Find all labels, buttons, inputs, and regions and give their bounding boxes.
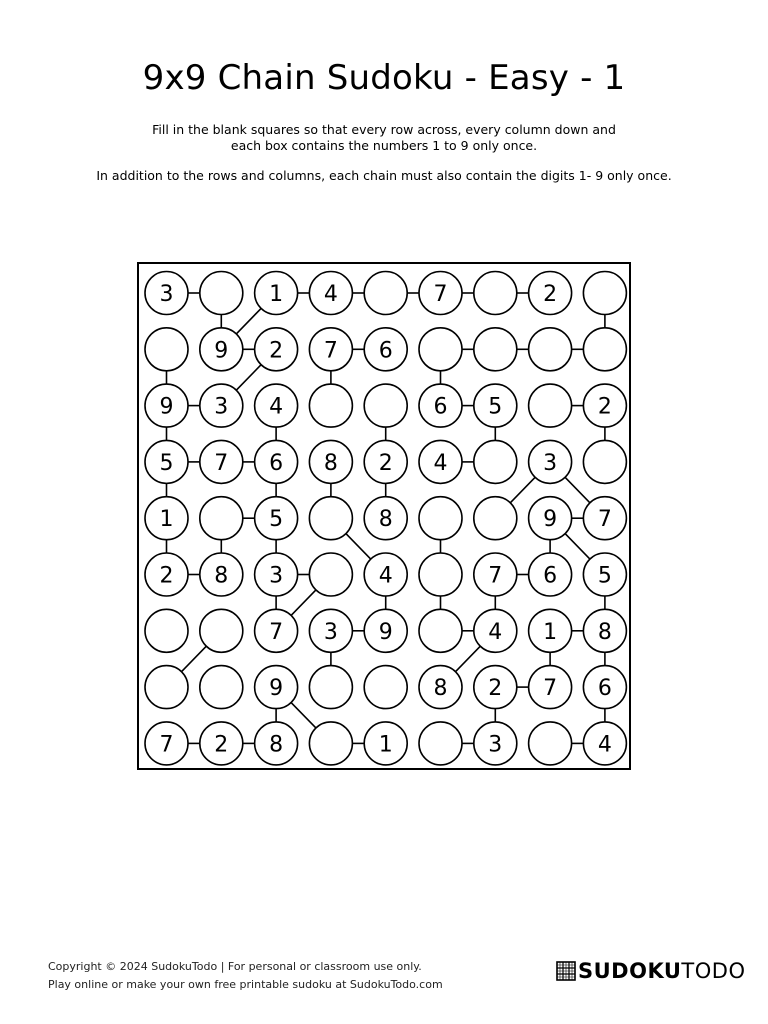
cell-digit: 7 — [159, 732, 174, 758]
cell-digit: 8 — [378, 507, 393, 533]
cell-digit: 1 — [269, 282, 284, 307]
cell-digit: 8 — [269, 732, 284, 758]
cell-circle — [309, 553, 352, 596]
chain-link — [346, 534, 371, 559]
cell-circle — [474, 497, 517, 540]
sudoku-cell — [200, 722, 243, 765]
cell-digit: 6 — [378, 338, 393, 364]
sudoku-cell — [583, 666, 626, 709]
cell-digit: 1 — [543, 619, 558, 645]
sudoku-cell[interactable] — [583, 272, 626, 315]
cell-digit: 7 — [323, 338, 338, 364]
sudoku-cell[interactable] — [419, 722, 462, 765]
sudoku-cell — [583, 609, 626, 652]
cell-digit: 2 — [214, 732, 229, 758]
sudoku-cell[interactable] — [419, 497, 462, 540]
sudoku-cell — [529, 609, 572, 652]
sudoku-cell[interactable] — [145, 666, 188, 709]
promo-text: Play online or make your own free printable sudoku at SudokuTodo.com — [48, 978, 443, 991]
brand-name-light: TODO — [681, 959, 746, 983]
cell-digit: 7 — [433, 282, 448, 307]
chain-link — [291, 590, 316, 615]
sudoku-cell — [364, 553, 407, 596]
cell-digit: 8 — [597, 619, 612, 645]
sudoku-cell[interactable] — [529, 328, 572, 371]
sudoku-cell — [309, 272, 352, 315]
sudoku-cell — [145, 384, 188, 427]
cell-digit: 7 — [597, 507, 612, 533]
sudoku-cell — [200, 440, 243, 483]
sudoku-cell — [529, 666, 572, 709]
cell-digit: 9 — [159, 394, 174, 420]
cell-digit: 2 — [488, 676, 503, 702]
cell-digit: 2 — [378, 450, 393, 476]
cell-circle — [474, 272, 517, 315]
cell-circle — [200, 272, 243, 315]
instructions-line-1: Fill in the blank squares so that every row across, every column down and — [152, 122, 616, 137]
cell-circle — [364, 384, 407, 427]
sudoku-cell — [309, 328, 352, 371]
sudoku-cell — [583, 497, 626, 540]
sudoku-cell — [364, 440, 407, 483]
sudoku-cell — [364, 497, 407, 540]
cell-digit: 4 — [488, 619, 503, 645]
cell-circle — [145, 666, 188, 709]
instructions-line-2: each box contains the numbers 1 to 9 only once. — [230, 138, 538, 153]
sudoku-cell — [309, 440, 352, 483]
sudoku-cell[interactable] — [364, 666, 407, 709]
cell-digit: 4 — [378, 563, 393, 589]
chain-sudoku-grid — [139, 264, 629, 768]
cell-digit: 1 — [159, 507, 174, 533]
cell-digit: 3 — [488, 732, 503, 758]
sudoku-cell[interactable] — [309, 722, 352, 765]
chain-link — [565, 534, 590, 559]
sudoku-cell[interactable] — [200, 666, 243, 709]
cell-digit: 9 — [378, 619, 393, 645]
cell-digit: 7 — [543, 676, 558, 702]
sudoku-cell — [255, 272, 298, 315]
chain-link — [291, 703, 316, 728]
chain-link — [181, 646, 206, 671]
sudoku-cell — [529, 272, 572, 315]
sudoku-cell[interactable] — [583, 328, 626, 371]
grid-logo-icon — [556, 961, 576, 981]
cell-circle — [364, 272, 407, 315]
cell-digit: 8 — [323, 450, 338, 476]
cell-circle — [474, 328, 517, 371]
cell-circle — [200, 609, 243, 652]
brand-name-bold: SUDOKU — [578, 959, 682, 983]
sudoku-cell — [200, 553, 243, 596]
sudoku-cell — [419, 272, 462, 315]
cell-digit: 8 — [433, 676, 448, 702]
sudoku-cell — [529, 440, 572, 483]
sudoku-cell[interactable] — [200, 497, 243, 540]
sudoku-cell — [145, 497, 188, 540]
brand-logo — [556, 958, 745, 984]
cell-circle — [200, 666, 243, 709]
cell-digit: 2 — [543, 282, 558, 307]
sudoku-cell — [255, 440, 298, 483]
cell-digit: 8 — [214, 563, 229, 589]
cell-circle — [309, 497, 352, 540]
chain-link — [510, 477, 535, 502]
cell-circle — [419, 553, 462, 596]
sudoku-cell — [145, 722, 188, 765]
sudoku-cell — [474, 553, 517, 596]
cell-digit: 9 — [543, 507, 558, 533]
sudoku-cell — [419, 440, 462, 483]
cell-digit: 7 — [269, 619, 284, 645]
sudoku-cell[interactable] — [419, 609, 462, 652]
cell-circle — [419, 328, 462, 371]
sudoku-cell — [474, 384, 517, 427]
cell-circle — [309, 666, 352, 709]
cell-digit: 9 — [269, 676, 284, 702]
cell-digit: 4 — [269, 394, 284, 420]
cell-circle — [474, 440, 517, 483]
sudoku-cell — [474, 722, 517, 765]
sudoku-cell[interactable] — [309, 553, 352, 596]
chain-link — [455, 646, 480, 671]
sudoku-cell[interactable] — [474, 272, 517, 315]
cell-digit: 3 — [159, 282, 174, 307]
puzzle-board — [137, 262, 631, 770]
sudoku-cell[interactable] — [145, 609, 188, 652]
cell-digit: 2 — [269, 338, 284, 364]
cell-digit: 9 — [214, 338, 229, 364]
cell-digit: 3 — [214, 394, 229, 420]
cell-circle — [583, 328, 626, 371]
cell-circle — [529, 384, 572, 427]
cell-circle — [309, 384, 352, 427]
cell-digit: 4 — [597, 732, 612, 758]
sudoku-cell[interactable] — [474, 440, 517, 483]
sudoku-cell — [309, 609, 352, 652]
sudoku-cell — [255, 328, 298, 371]
sudoku-cell — [583, 553, 626, 596]
sudoku-cell — [145, 553, 188, 596]
sudoku-cell — [583, 384, 626, 427]
cell-digit: 6 — [543, 563, 558, 589]
page-title: 9x9 Chain Sudoku - Easy - 1 — [142, 58, 626, 98]
cell-circle — [364, 666, 407, 709]
sudoku-cell — [364, 328, 407, 371]
sudoku-cell[interactable] — [419, 328, 462, 371]
cell-digit: 6 — [433, 394, 448, 420]
cell-digit: 6 — [597, 676, 612, 702]
sudoku-cell[interactable] — [200, 609, 243, 652]
sudoku-cell — [255, 553, 298, 596]
sudoku-cell[interactable] — [309, 384, 352, 427]
sudoku-cell[interactable] — [145, 328, 188, 371]
cell-circle — [145, 328, 188, 371]
sudoku-cell — [255, 384, 298, 427]
sudoku-cell — [474, 609, 517, 652]
cell-circle — [583, 440, 626, 483]
sudoku-cell[interactable] — [474, 497, 517, 540]
sudoku-cell — [529, 553, 572, 596]
cell-digit: 5 — [597, 563, 612, 589]
chain-link — [236, 365, 261, 390]
sudoku-cell — [364, 722, 407, 765]
sudoku-cell — [255, 609, 298, 652]
cell-digit: 6 — [269, 450, 284, 476]
sudoku-cell — [200, 384, 243, 427]
cell-circle — [529, 722, 572, 765]
sudoku-cell[interactable] — [364, 272, 407, 315]
cell-circle — [419, 497, 462, 540]
cell-circle — [583, 272, 626, 315]
sudoku-cell — [145, 272, 188, 315]
cell-digit: 5 — [159, 450, 174, 476]
sudoku-cell[interactable] — [583, 440, 626, 483]
sudoku-cell — [255, 497, 298, 540]
cell-circle — [419, 609, 462, 652]
cell-digit: 3 — [323, 619, 338, 645]
cell-digit: 4 — [433, 450, 448, 476]
sudoku-cell[interactable] — [419, 553, 462, 596]
sudoku-cell[interactable] — [529, 722, 572, 765]
cell-digit: 1 — [378, 732, 393, 758]
sudoku-cell[interactable] — [309, 497, 352, 540]
cell-digit: 4 — [323, 282, 338, 307]
sudoku-cell[interactable] — [474, 328, 517, 371]
cell-digit: 5 — [269, 507, 284, 533]
cell-digit: 7 — [488, 563, 503, 589]
cell-digit: 7 — [214, 450, 229, 476]
cell-digit: 3 — [269, 563, 284, 589]
chain-link — [565, 477, 590, 502]
cell-digit: 5 — [488, 394, 503, 420]
sudoku-cell — [200, 328, 243, 371]
sudoku-cell — [419, 666, 462, 709]
sudoku-cell[interactable] — [364, 384, 407, 427]
sudoku-cell — [419, 384, 462, 427]
sudoku-cell — [529, 497, 572, 540]
sudoku-cell[interactable] — [200, 272, 243, 315]
sudoku-cell — [255, 666, 298, 709]
sudoku-cell — [474, 666, 517, 709]
sudoku-cell — [145, 440, 188, 483]
cell-digit: 2 — [597, 394, 612, 420]
sudoku-cell[interactable] — [309, 666, 352, 709]
cell-digit: 3 — [543, 450, 558, 476]
sudoku-cell — [255, 722, 298, 765]
cell-circle — [529, 328, 572, 371]
copyright-text: Copyright © 2024 SudokuTodo | For personal or classroom use only. — [48, 960, 422, 973]
sudoku-cell[interactable] — [529, 384, 572, 427]
cell-circle — [200, 497, 243, 540]
sudoku-cell — [364, 609, 407, 652]
instructions-line-3: In addition to the rows and columns, each chain must also contain the digits 1- 9 only once. — [96, 168, 672, 183]
cell-digit: 2 — [159, 563, 174, 589]
cell-circle — [145, 609, 188, 652]
cell-circle — [309, 722, 352, 765]
cell-circle — [419, 722, 462, 765]
chain-link — [236, 308, 261, 333]
sudoku-cell — [583, 722, 626, 765]
